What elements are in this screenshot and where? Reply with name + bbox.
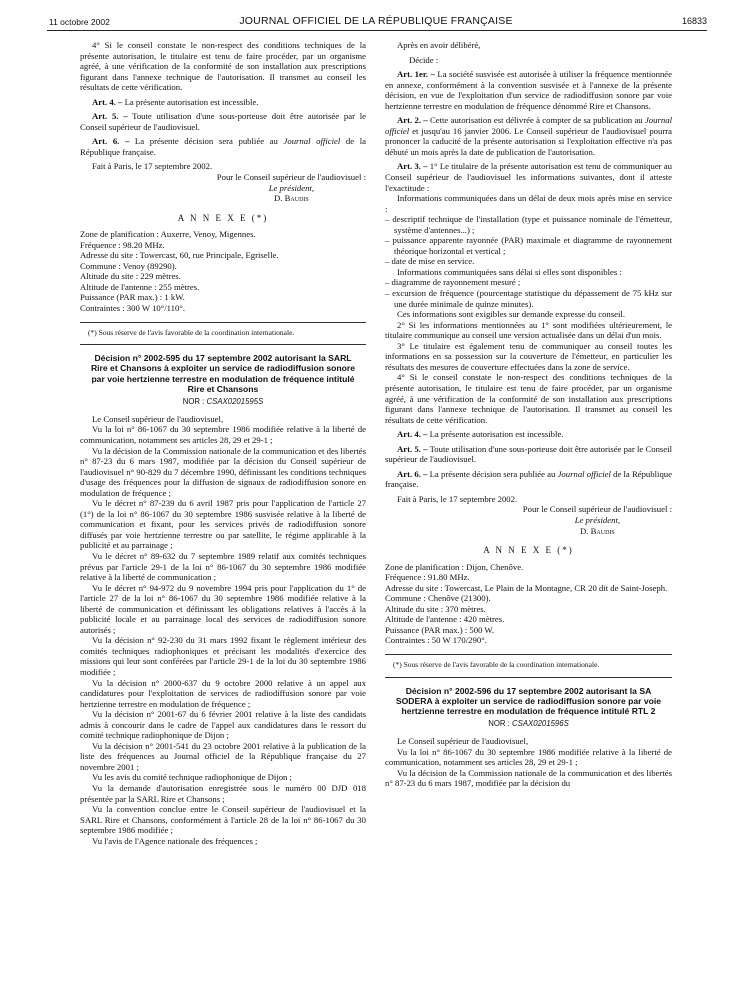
journal-name: Journal officiel (385, 115, 672, 136)
article-3 (385, 161, 672, 193)
annexe-line: Contraintes : 50 W 170/290°. (385, 635, 487, 646)
article-label: Art. 6. – (92, 136, 130, 147)
visa-paragraph: Vu la convention conclue entre le Conseil supérieur de l'audiovisuel et la SARL Rire et Chansons, conformément à l'article 28 de la loi n° 86-1067 du 30 septembre 1986 modifiée ; (80, 804, 366, 836)
annexe-details (385, 562, 672, 646)
annexe-line: Puissance (PAR max.) : 1 kW. (80, 292, 185, 303)
visa-paragraph: Vu la décision n° 92-230 du 31 mars 1992 fixant le règlement intérieur des comités techniques radiophoniques et précisant les modalités d'exercice des missions qui leur sont conférées par l'article 29-1 de la loi du 30 septembre 1986 modifiée ; (80, 635, 366, 677)
annexe-line: Adresse du site : Towercast, 60, rue Principale, Egriselle. (80, 250, 279, 261)
left-column (80, 40, 366, 846)
info-nodelay: Informations communiquées sans délai si elles sont disponibles : (397, 266, 622, 277)
signature-block (80, 172, 366, 204)
article-6 (385, 469, 672, 490)
visa-paragraph: Vu le décret n° 89-632 du 7 septembre 1989 relatif aux comités techniques prévus par l'article 29-1 de la loi n° 86-1067 du 30 septembre 1986 modifiée relative à la liberté de communication ; (80, 550, 366, 583)
article-text: de la République française. (385, 468, 672, 490)
article-label: Art. 1er. – (397, 69, 435, 80)
article-6 (80, 136, 366, 157)
article-text: La présente autorisation est incessible. (427, 429, 564, 440)
visa-paragraph: Vu la loi n° 86-1067 du 30 septembre 1986 modifiée relative à la liberté de communication, notamment ses articles 28, 29 et 29-1 ; (80, 424, 366, 445)
article-4 (385, 429, 672, 440)
visa-paragraph: Vu la décision de la Commission nationale de la communication et des libertés n° 87-23 du 6 mars 1987, modifiée par la décision du (385, 767, 672, 789)
dash-item: – puissance apparente rayonnée (PAR) maximale et diagramme de rayonnement théorique horizontal et vertical ; (385, 235, 672, 256)
nor-reference (80, 397, 366, 408)
footnote: (*) Sous réserve de l'avis favorable de la coordination internationale. (88, 327, 295, 337)
fait-a-paris: Fait à Paris, le 17 septembre 2002. (397, 493, 518, 504)
annexe-line: Puissance (PAR max.) : 500 W. (385, 624, 494, 635)
decision-body (385, 736, 672, 789)
article-label: Art. 4. – (92, 96, 123, 107)
annexe-line: Altitude de l'antenne : 420 mètres. (385, 614, 505, 625)
article-text: La présente autorisation est incessible. (122, 96, 259, 107)
article-text: Toute utilisation d'une sous-porteuse doit être autorisée par le Conseil supérieur de l'audiovisuel. (80, 111, 366, 132)
visa-paragraph: Le Conseil supérieur de l'audiovisuel, (397, 735, 529, 746)
annexe-title: A N N E X E (*) (483, 545, 574, 556)
signature-role: Le président, (268, 182, 315, 193)
visa-paragraph: Le Conseil supérieur de l'audiovisuel, (92, 413, 224, 424)
article-label: Art. 2. – (397, 115, 428, 126)
visa-paragraph: Vu la décision n° 2001-541 du 23 octobre 2001 relative à la publication de la liste des fréquences au Journal officiel de la République française du 27 novembre 2001 ; (80, 740, 366, 772)
annexe-line: Zone de planification : Auxerre, Venoy, Migennes. (80, 229, 256, 240)
annexe-line: Altitude de l'antenne : 255 mètres. (80, 281, 200, 292)
footnote: (*) Sous réserve de l'avis favorable de la coordination internationale. (393, 659, 600, 669)
annexe-line: Zone de planification : Dijon, Chenôve. (385, 561, 524, 572)
visa-paragraph: Vu la décision n° 2000-637 du 9 octobre 2000 relative à un appel aux candidatures pour l'exploitation de services de radiodiffusion sonore par voie hertzienne terrestre en modulation de fréquence ; (80, 677, 366, 709)
article-text: La présente décision sera publiée au (129, 136, 284, 147)
annexe-line: Fréquence : 98.20 MHz. (80, 239, 165, 250)
signature-line: Pour le Conseil supérieur de l'audiovisuel : (522, 504, 672, 515)
annexe-title: A N N E X E (*) (177, 212, 269, 223)
right-column (385, 40, 672, 789)
decision-title: Décision n° 2002-595 du 17 septembre 2002 autorisant la SARL Rire et Chansons à exploiter un service de radiodiffusion sonore par voie hertzienne terrestre en modulation de fréquence intitulé Rire et Chansons (90, 353, 356, 395)
page-number: 16833 (681, 16, 707, 26)
visa-paragraph: Vu le décret n° 94-972 du 9 novembre 1994 pris pour l'application du 1° de l'article 27 de la loi n° 86-1067 du 30 septembre 1986 modifiée relative à la liberté de communication et définissant les obligations relatives à l'accès à la publicité locale et au parrainage local des services de radiodiffusion sonore autorisés ; (80, 582, 366, 635)
annexe-line: Altitude du site : 229 mètres. (80, 271, 181, 282)
visa-paragraph: Vu la loi n° 86-1067 du 30 septembre 1986 modifiée relative à la liberté de communication, notamment ses articles 28, 29 et 29-1 ; (385, 746, 672, 768)
page-header (0, 0, 752, 30)
signature-line: Pour le Conseil supérieur de l'audiovisuel : (216, 172, 366, 183)
annexe-line: Commune : Chenôve (21300). (385, 593, 491, 604)
article-1 (385, 69, 672, 111)
decide: Décide : (409, 54, 439, 65)
signature-block (385, 504, 672, 536)
annexe-line: Fréquence : 91.80 MHz. (385, 572, 470, 583)
nor-label: NOR : (182, 397, 207, 407)
dash-item: – descriptif technique de l'installation (type et puissance nominale de l'émetteur, système d'antennes...) ; (385, 214, 672, 235)
nor-code: CSAX0201595S (206, 397, 264, 407)
journal-name: Journal officiel (283, 136, 341, 147)
visa-paragraph: Vu la décision n° 2001-67 du 6 février 2001 relative à la liste des candidats admis à concourir dans le cadre de l'appel aux candidatures dans le ressort du comité technique radiophonique de Dijon ; (80, 709, 366, 741)
article-5 (80, 111, 366, 132)
paragraph-2: 2° Si les informations mentionnées au 1° sont modifiées ultérieurement, le titulaire communique au conseil une version actualisée dans un délai d'un mois. (385, 319, 672, 341)
article-text: de la République française. (80, 136, 366, 157)
annexe-line: Altitude du site : 370 mètres. (385, 603, 486, 614)
annexe-line: Adresse du site : Towercast, Le Plain de la Montagne, CR 20 dit de Saint-Joseph. (385, 582, 668, 593)
article-label: Art. 4. – (397, 429, 428, 440)
visa-paragraph: Vu l'avis de l'Agence nationale des fréquences ; (92, 835, 258, 846)
annexe-details (80, 229, 366, 313)
journal-name: Journal officiel (557, 468, 611, 479)
dash-list (385, 277, 672, 309)
article-label: Art. 3. – (397, 161, 428, 172)
section-rule (80, 344, 366, 345)
visa-paragraph: Vu les avis du comité technique radiophonique de Dijon ; (92, 772, 292, 783)
fait-a-paris: Fait à Paris, le 17 septembre 2002. (92, 161, 213, 172)
annexe-line: Commune : Venoy (89290). (80, 260, 177, 271)
dash-item: – excursion de fréquence (pourcentage statistique du dépassement de 75 kHz sur une durée minimale de quinze minutes). (385, 288, 672, 309)
signature-role: Le président, (574, 514, 621, 525)
visa-paragraph: Vu la décision de la Commission nationale de la communication et des libertés n° 87-23 du 6 mars 1987, modifiée par la décision du Conseil supérieur de l'audiovisuel n° 90-829 du 7 décembre 1990, définissant les conditions techniques d'usage des fréquences pour la diffusion de signaux de radiodiffusion sonore en modulation de fréquence ; (80, 445, 366, 498)
visa-paragraph: Vu le décret n° 87-239 du 6 avril 1987 pris pour l'application de l'article 27 (1°) de la loi n° 86-1067 du 30 septembre 1986 susvisée relative à la liberté de communication et fixant, pour les services privés de radiodiffusion sonore diffusés par voie hertzienne terrestre ou par satellite, le régime applicable à la publicité et au parrainage ; (80, 498, 366, 551)
exigibles: Ces informations sont exigibles sur demande expresse du conseil. (397, 309, 626, 320)
article-text: Toute utilisation d'une sous-porteuse doit être autorisée par le Conseil supérieur de l'audiovisuel. (385, 443, 672, 465)
footnote-rule (385, 654, 672, 655)
signature-name: D. Baudis (274, 193, 309, 204)
issue-date: 11 octobre 2002 (49, 17, 110, 27)
section-rule (385, 677, 672, 678)
dash-list (385, 214, 672, 267)
paragraph-4: 4° Si le conseil constate le non-respect des conditions techniques de la présente autorisation, le titulaire est tenu de faire procéder, par un organisme agréé, à une vérification de la conformité de son installation aux prescriptions figurant dans l'annexe technique de l'autorisation. Il transmet au conseil les résultats de cette vérification. (385, 372, 672, 425)
nor-code: CSAX0201596S (512, 719, 569, 729)
dash-item: – diagramme de rayonnement mesuré ; (385, 277, 521, 288)
article-4 (80, 97, 366, 108)
paragraph-3: 3° Le titulaire est également tenu de communiquer au conseil toutes les informations en sa possession sur la couverture de l'émetteur, en particulier les résultats des mesures de couverture effectuées dans la zone de service. (385, 340, 672, 372)
article-text: Cette autorisation est délivrée à compter de sa publication au (427, 115, 645, 126)
paragraph-4: 4° Si le conseil constate le non-respect des conditions techniques de la présente autorisation, le titulaire est tenu de faire procéder, par un organisme agréé, à une vérification de la conformité de son installation aux prescriptions figurant dans l'annexe technique de l'autorisation. Il transmet au conseil les résultats de cette vérification. (80, 40, 366, 93)
article-text: et jusqu'au 16 janvier 2006. Le Conseil supérieur de l'audiovisuel pourra prononcer la caducité de la présente autorisation si l'exploitation effective n'a pas débuté un mois après la date de publication de l'autorisation. (385, 125, 672, 157)
signature-name: D. Baudis (580, 525, 615, 536)
dash-item: – date de mise en service. (385, 256, 475, 267)
article-label: Art. 5. – (397, 443, 428, 454)
article-text: 1° Le titulaire de la présente autorisation est tenu de communiquer au Conseil supérieur de l'audiovisuel les informations suivantes, dont il atteste l'exactitude : (385, 161, 673, 193)
annexe-line: Contraintes : 300 W 10°/110°. (80, 303, 185, 314)
article-text: La présente décision sera publiée au (427, 468, 558, 479)
article-text: La société susvisée est autorisée à utiliser la fréquence mentionnée en annexe, conformément à la convention susvisée et à l'annexe de la présente décision, en vue de l'exploitation d'un service de radiodiffusion sonore par voie hertzienne terrestre en modulation de fréquence dénommé Rire et Chansons. (385, 69, 672, 111)
journal-title: JOURNAL OFFICIEL DE LA RÉPUBLIQUE FRANÇAISE (239, 15, 513, 27)
apres-delibere: Après en avoir délibéré, (397, 40, 481, 50)
header-rule (47, 30, 707, 31)
decision-title: Décision n° 2002-596 du 17 septembre 2002 autorisant la SA SODERA à exploiter un service de radiodiffusion sonore par voie hertzienne terrestre en modulation de fréquence intitulé RTL 2 (395, 685, 662, 717)
article-label: Art. 6. – (397, 468, 428, 479)
visa-paragraph: Vu la demande d'autorisation enregistrée sous le numéro 00 DJD 018 présentée par la SARL Rire et Chansons ; (80, 783, 366, 804)
article-5 (385, 444, 672, 465)
nor-reference (385, 719, 672, 730)
nor-label: NOR : (488, 719, 513, 729)
decision-body (80, 414, 366, 846)
article-label: Art. 5. – (92, 111, 128, 122)
article-2 (385, 115, 672, 157)
info-delay: Informations communiquées dans un délai de deux mois après mise en service : (385, 193, 672, 214)
footnote-rule (80, 322, 366, 323)
